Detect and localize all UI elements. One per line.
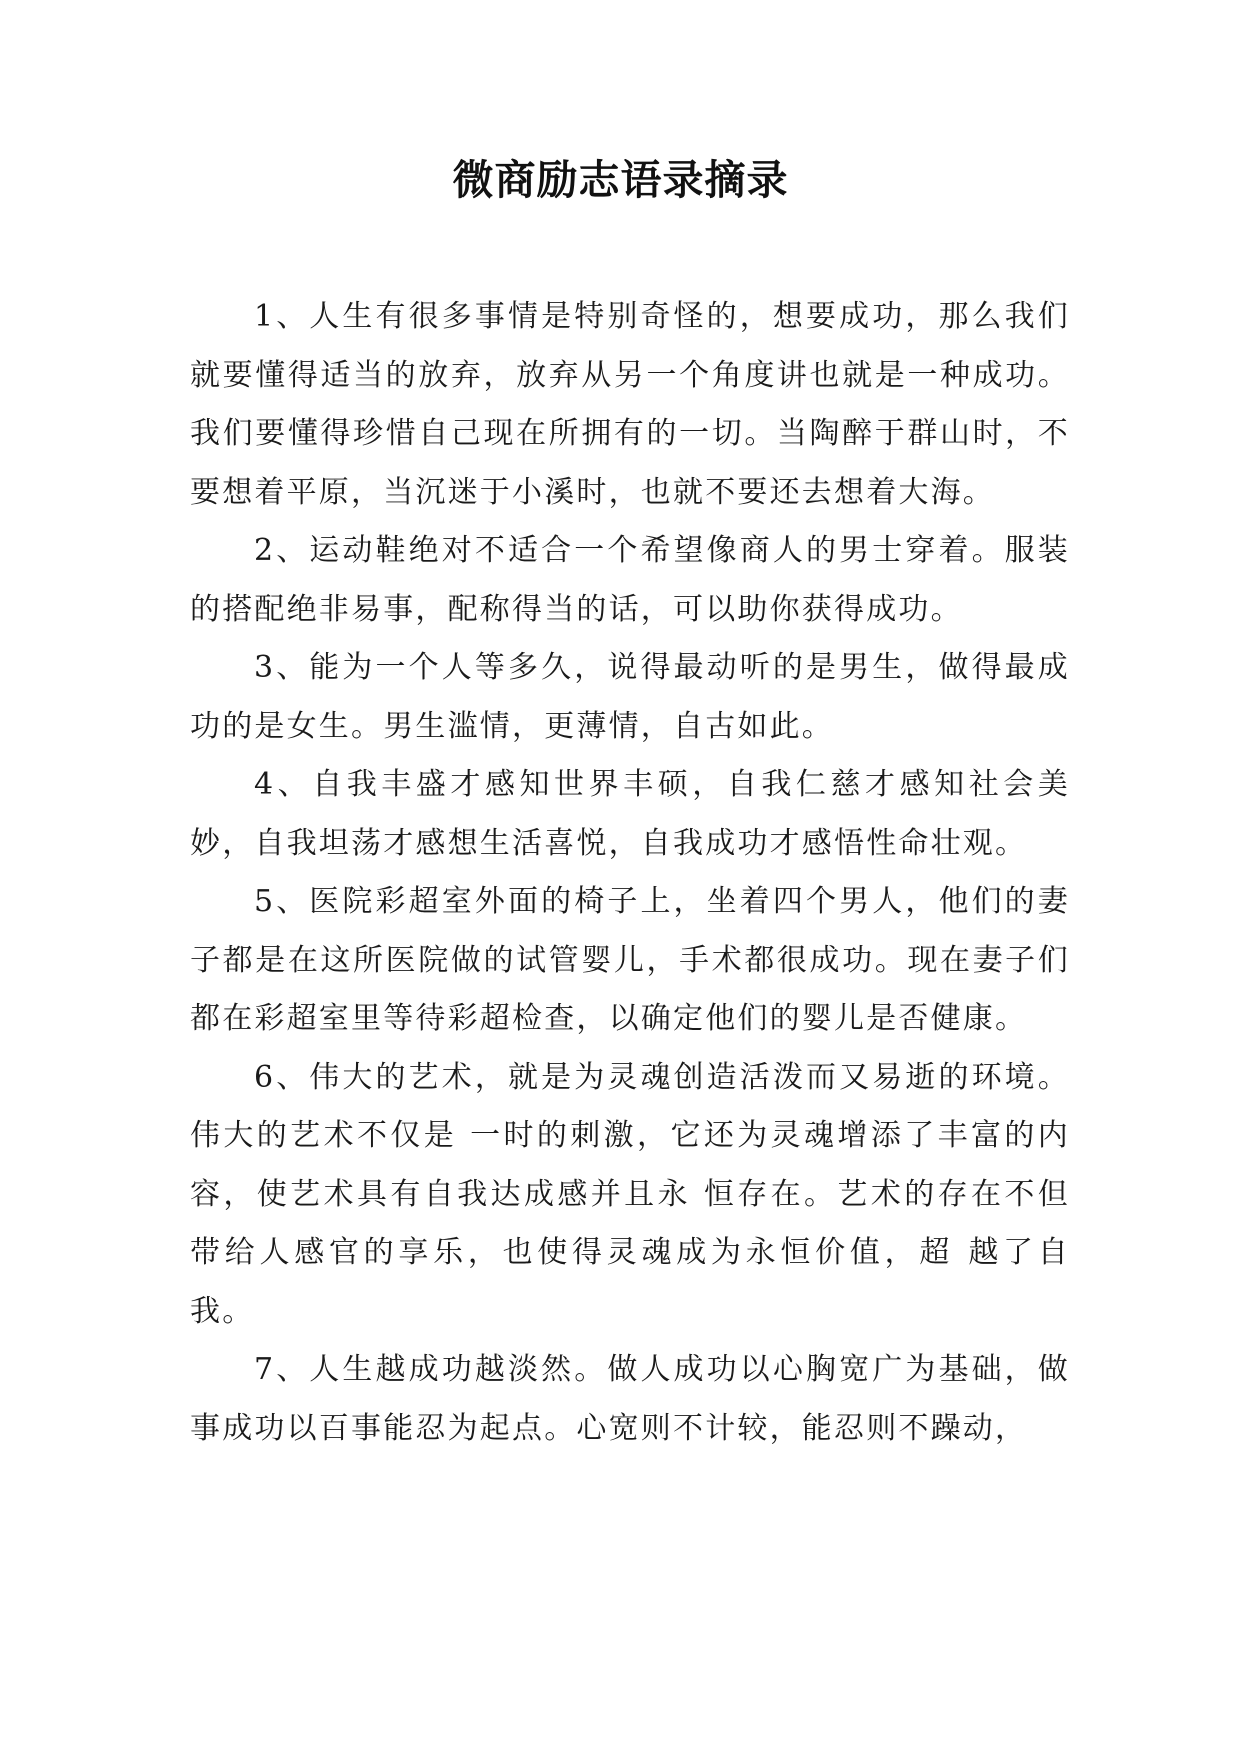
document-body — [190, 288, 1070, 1458]
paragraph: 7、人生越成功越淡然。做人成功以心胸宽广为基础，做事成功以百事能忍为起点。心宽则不计较，能忍则不躁动， — [190, 1352, 1070, 1446]
paragraph: 6、伟大的艺术，就是为灵魂创造活泼而又易逝的环境。伟大的艺术不仅是 一时的刺激，它还为灵魂增添了丰富的内容，使艺术具有自我达成感并且永 恒存在。艺术的存在不但带给人感官的享乐，也使得灵魂成为永恒价值，超 越了自我。 — [190, 1059, 1070, 1329]
paragraph: 3、能为一个人等多久，说得最动听的是男生，做得最成功的是女生。男生滥情，更薄情，自古如此。 — [190, 650, 1070, 744]
paragraph: 4、自我丰盛才感知世界丰硕，自我仁慈才感知社会美妙，自我坦荡才感想生活喜悦，自我成功才感悟性命壮观。 — [190, 767, 1070, 861]
paragraph: 2、运动鞋绝对不适合一个希望像商人的男士穿着。服装的搭配绝非易事，配称得当的话，可以助你获得成功。 — [190, 533, 1070, 627]
document-title: 微商励志语录摘录 — [452, 156, 789, 204]
paragraph: 1、人生有很多事情是特别奇怪的，想要成功，那么我们就要懂得适当的放弃，放弃从另一个角度讲也就是一种成功。我们要懂得珍惜自己现在所拥有的一切。当陶醉于群山时，不要想着平原，当沉迷于小溪时，也就不要还去想着大海。 — [190, 299, 1070, 510]
paragraph: 5、医院彩超室外面的椅子上，坐着四个男人，他们的妻子都是在这所医院做的试管婴儿，手术都很成功。现在妻子们都在彩超室里等待彩超检查，以确定他们的婴儿是否健康。 — [190, 884, 1070, 1036]
